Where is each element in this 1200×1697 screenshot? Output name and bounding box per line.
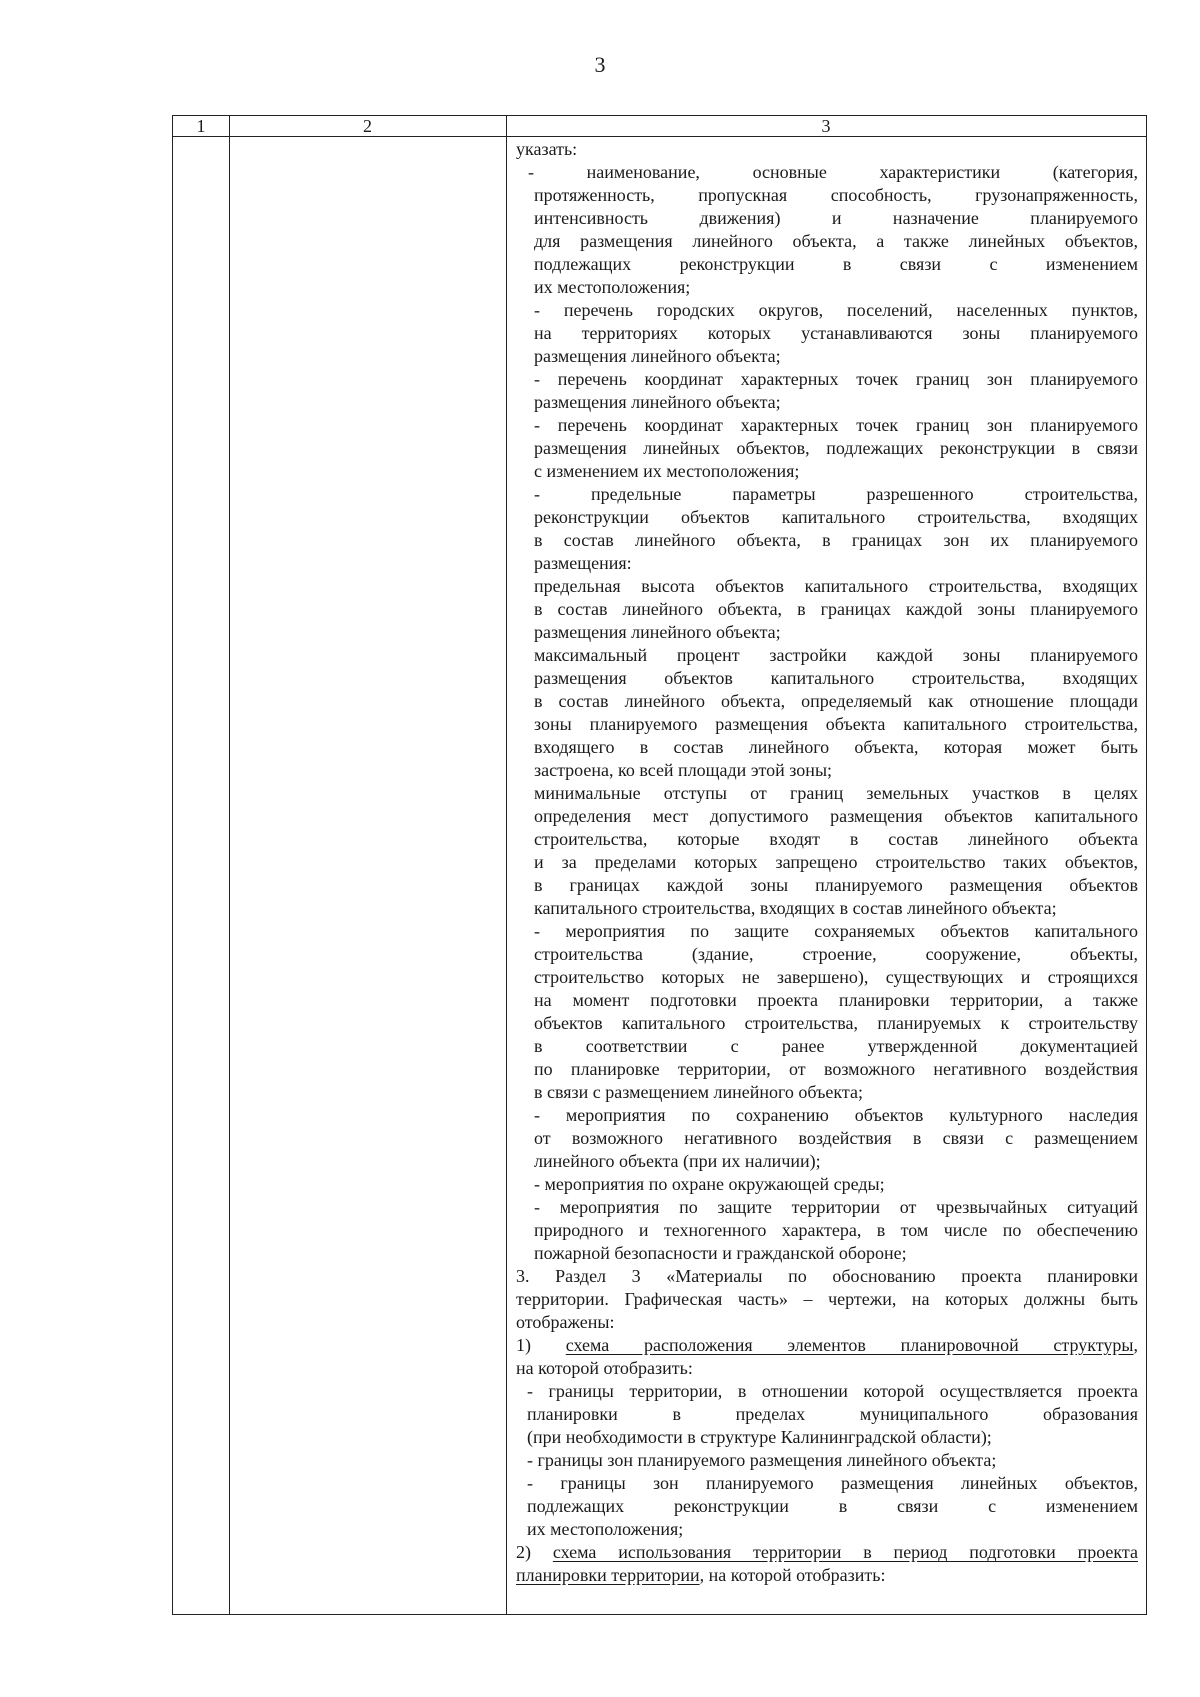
text-line: - перечень координат характерных точек границ зон планируемого <box>534 415 1138 435</box>
text-line: - границы зон планируемого размещения линейного объекта; <box>527 1450 997 1470</box>
text-line: и за пределами которых запрещено строительство таких объектов, <box>534 852 1138 872</box>
text-fragment: , на которой отобразить: <box>699 1565 886 1585</box>
text-line: - перечень координат характерных точек границ зон планируемого <box>534 369 1138 389</box>
underlined-heading: схема расположения элементов планировочной структуры <box>565 1335 1134 1355</box>
text-line: - наименование, основные характеристики (категория, <box>528 162 1138 182</box>
text-line: их местоположения; <box>534 277 691 297</box>
text-line: размещения объектов капитального строительства, входящих <box>534 668 1138 688</box>
text-line: линейного объекта (при их наличии); <box>534 1151 821 1171</box>
text-line: - мероприятия по охране окружающей среды; <box>534 1174 885 1194</box>
text-line: на момент подготовки проекта планировки территории, а также <box>534 990 1138 1010</box>
text-line: предельная высота объектов капитального строительства, входящих <box>534 576 1138 596</box>
document-table <box>172 115 1147 1615</box>
text-fragment: 2) <box>516 1542 553 1562</box>
text-line: в границах каждой зоны планируемого размещения объектов <box>534 875 1138 895</box>
text-line: в состав линейного объекта, в границах каждой зоны планируемого <box>534 599 1138 619</box>
column-divider-1 <box>229 116 230 1614</box>
text-line: минимальные отступы от границ земельных участков в целях <box>534 783 1138 803</box>
text-line <box>516 1541 1138 1564</box>
underlined-heading: схема использования территории в период подготовки проекта <box>552 1542 1138 1562</box>
text-line: в связи с размещением линейного объекта; <box>534 1082 864 1102</box>
text-line: - мероприятия по защите сохраняемых объектов капитального <box>534 921 1138 941</box>
text-line: размещения линейного объекта; <box>534 346 781 366</box>
text-line: указать: <box>516 139 578 159</box>
text-line: на которой отобразить: <box>516 1358 693 1378</box>
text-line: - перечень городских округов, поселений, населенных пунктов, <box>534 300 1138 320</box>
text-line: 3. Раздел 3 «Материалы по обоснованию проекта планировки <box>516 1266 1138 1286</box>
text-line: определения мест допустимого размещения объектов капитального <box>534 806 1138 826</box>
header-cell-3: 3 <box>821 116 831 136</box>
text-line: - границы зон планируемого размещения линейных объектов, <box>527 1473 1138 1493</box>
text-line: максимальный процент застройки каждой зоны планируемого <box>534 645 1138 665</box>
text-line: их местоположения; <box>527 1519 684 1539</box>
text-line: в состав линейного объекта, определяемый как отношение площади <box>534 691 1138 711</box>
underlined-heading: планировки территории <box>516 1565 700 1585</box>
text-line: - мероприятия по сохранению объектов культурного наследия <box>534 1105 1138 1125</box>
text-line: застроена, ко всей площади этой зоны; <box>534 760 833 780</box>
page-number: 3 <box>594 52 606 77</box>
column-divider-2 <box>506 116 507 1614</box>
table-header-row <box>173 116 1146 137</box>
text-line: планировки в пределах муниципального образования <box>527 1404 1138 1424</box>
text-line: строительства (здание, строение, сооружение, объекты, <box>534 944 1138 964</box>
header-cell-2: 2 <box>363 116 372 136</box>
text-line: интенсивность движения) и назначение планируемого <box>534 208 1138 228</box>
text-line: от возможного негативного воздействия в связи с размещением <box>534 1128 1138 1148</box>
text-line: природного и техногенного характера, в том числе по обеспечению <box>534 1220 1138 1240</box>
text-line: - границы территории, в отношении которой осуществляется проекта <box>527 1381 1138 1401</box>
text-fragment: , <box>1133 1335 1139 1355</box>
text-line: размещения линейного объекта; <box>534 392 781 412</box>
text-line: территории. Графическая часть» – чертежи, на которых должны быть <box>516 1289 1138 1309</box>
text-line: для размещения линейного объекта, а также линейных объектов, <box>534 231 1138 251</box>
text-line: на территориях которых устанавливаются зоны планируемого <box>534 323 1138 343</box>
text-line: зоны планируемого размещения объекта капитального строительства, <box>534 714 1138 734</box>
table-cell-column-3 <box>516 138 1138 1587</box>
text-line: размещения линейных объектов, подлежащих реконструкции в связи <box>534 438 1138 458</box>
text-fragment: 1) <box>516 1335 566 1355</box>
text-line: протяженность, пропускная способность, грузонапряженность, <box>534 185 1138 205</box>
text-line: подлежащих реконструкции в связи с изменением <box>527 1496 1138 1516</box>
text-line <box>516 1564 1138 1587</box>
text-line: в состав линейного объекта, в границах зон их планируемого <box>534 530 1138 550</box>
text-line: отображены: <box>516 1312 615 1332</box>
text-line: размещения: <box>534 553 632 573</box>
text-line: размещения линейного объекта; <box>534 622 781 642</box>
text-line: строительство которых не завершено), существующих и строящихся <box>534 967 1138 987</box>
text-line: - мероприятия по защите территории от чрезвычайных ситуаций <box>534 1197 1138 1217</box>
text-line: с изменением их местоположения; <box>534 461 800 481</box>
text-line <box>516 1334 1138 1357</box>
text-line: строительства, которые входят в состав линейного объекта <box>534 829 1138 849</box>
text-line: пожарной безопасности и гражданской обороне; <box>534 1243 907 1263</box>
text-line: объектов капитального строительства, планируемых к строительству <box>534 1013 1138 1033</box>
header-cell-1: 1 <box>196 116 206 136</box>
text-line: по планировке территории, от возможного негативного воздействия <box>534 1059 1138 1079</box>
text-line: капитального строительства, входящих в состав линейного объекта; <box>534 898 1057 918</box>
text-line: подлежащих реконструкции в связи с изменением <box>534 254 1138 274</box>
text-line: в соответствии с ранее утвержденной документацией <box>534 1036 1138 1056</box>
text-line: входящего в состав линейного объекта, которая может быть <box>534 737 1138 757</box>
text-line: - предельные параметры разрешенного строительства, <box>534 484 1138 504</box>
text-line: реконструкции объектов капитального строительства, входящих <box>534 507 1138 527</box>
text-line: (при необходимости в структуре Калининградской области); <box>527 1427 992 1447</box>
